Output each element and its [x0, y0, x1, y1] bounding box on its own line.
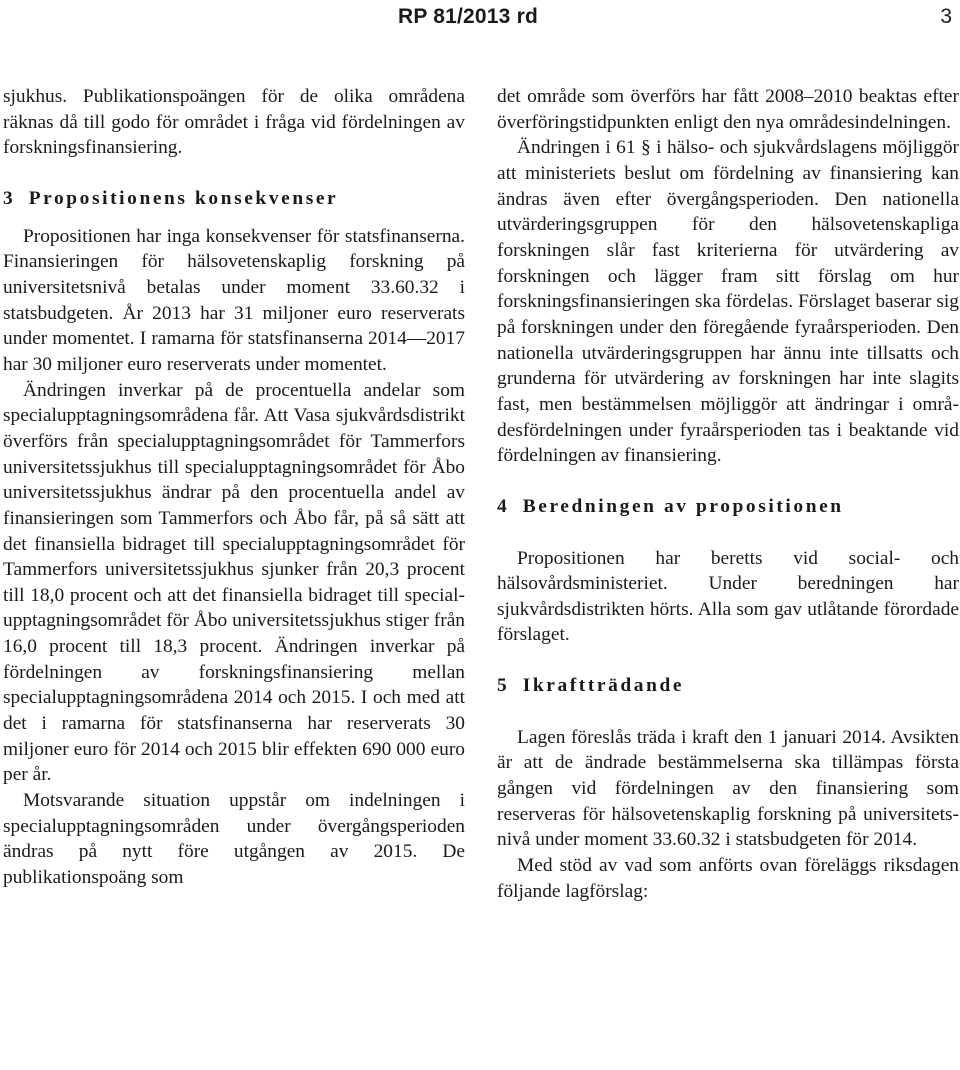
transition-paragraph: Motsvarande situation uppstår om indelningen i specialupptagningsområden under övergångsperioden ändras på nytt före utgången av 2015. De publikationspoäng som [3, 790, 465, 889]
section-5-heading [497, 673, 959, 699]
section-4-title: Beredningen av propositionen [522, 495, 844, 517]
section-5-title: Ikraftträdande [522, 675, 685, 697]
intro-paragraph: sjukhus. Publikationspoängen för de olika områdena räknas då till godo för området i fråga vid fördelningen av forskningsfinansiering. [3, 86, 465, 159]
page-number: 3 [940, 5, 952, 28]
section-4-heading [497, 494, 959, 520]
section-5-number: 5 [497, 675, 507, 697]
bill-submission-paragraph: Med stöd av vad som anförts ovan föreläggs riksdagen följande lagförslag: [497, 855, 959, 902]
preparation-paragraph: Propositionen har beretts vid social- och hälsovårdsministeriet. Under beredningen har sjukvårdsdistrikten hörts. Alla som gav utlåtande förordade förslaget. [497, 547, 959, 646]
page-header [0, 5, 960, 31]
section-4-number: 4 [497, 495, 507, 517]
continued-paragraph: det område som överförs har fått 2008–2010 beaktas efter överföringstidpunkten enligt den nya områdesindelningen. [497, 86, 959, 133]
section-3-number: 3 [3, 187, 13, 209]
left-column [3, 84, 465, 891]
section-61-paragraph: Ändringen i 61 § i hälso- och sjukvårdslagens möjliggör att ministeriets beslut om fördelning av finansiering kan ändras även efter övergångsperioden. Den nationella utvärderingsgruppen för den hälsovetenskapliga forskningen slår fast kriterierna för utvärdering av forskningen och lägger fram sitt förslag om hur forskningsfinansieringen ska fördelas. Förslaget baserar sig på forskningen under den föregående fyraårsperioden. Den nationella utvärderingsgruppen har ännu inte tillsatts och grunderna för utvärdering av forskningen har inte slagits fast, men bestämmelsen möjliggör att ändringar i områdesfördelningen under fyraårsperioden tas i beaktande vid fördelningen av finansiering. [497, 137, 959, 467]
right-column [497, 84, 959, 904]
share-change-paragraph: Ändringen inverkar på de procentuella andelar som specialupptagningsområdena får. Att Vasa sjukvårdsdistrikt överförs från specialupptagningsområdet för Tammerfors universitetssjukhus till specialupptagningsområdet för Åbo universitetssjukhus ändrar på den procentuella andel av finansieringen som Tammerfors och Åbo får, på så sätt att det finansiella bidraget till specialupptagningsområdet för Tammerfors universitetssjukhus sjunker från 20,3 procent till 18,0 procent och att det finansiella bidraget till specialupptagningsområdet för Åbo universitetssjukhus stiger från 16,0 procent till 18,3 procent. Ändringen inverkar på fördelningen av forskningsfinansiering mellan specialupptagningsområdena 2014 och 2015. I och med att det i ramarna för statsfinanserna har reserverats 30 miljoner euro för 2014 och 2015 blir effekten 690 000 euro per år. [3, 379, 465, 786]
document-reference: RP 81/2013 rd [398, 5, 538, 28]
consequences-paragraph: Propositionen har inga konsekvenser för statsfinanserna. Finansieringen för hälsovetenskaplig forskning på universitetsnivå betalas under moment 33.60.32 i statsbudgeten. År 2013 har 31 miljoner euro reserverats under momentet. I ramarna för statsfinanserna 2014—2017 har 30 miljoner euro reserverats under momentet. [3, 225, 465, 375]
section-3-heading [3, 186, 465, 212]
section-3-title: Propositionens konsekvenser [28, 187, 339, 209]
entry-into-force-paragraph: Lagen föreslås träda i kraft den 1 januari 2014. Avsikten är att de ändrade bestämmelserna ska tillämpas första gången vid fördelningen av den finansiering som reserveras för hälsovetenskaplig forskning på universitetsnivå under moment 33.60.32 i statsbudgeten för 2014. [497, 726, 959, 851]
